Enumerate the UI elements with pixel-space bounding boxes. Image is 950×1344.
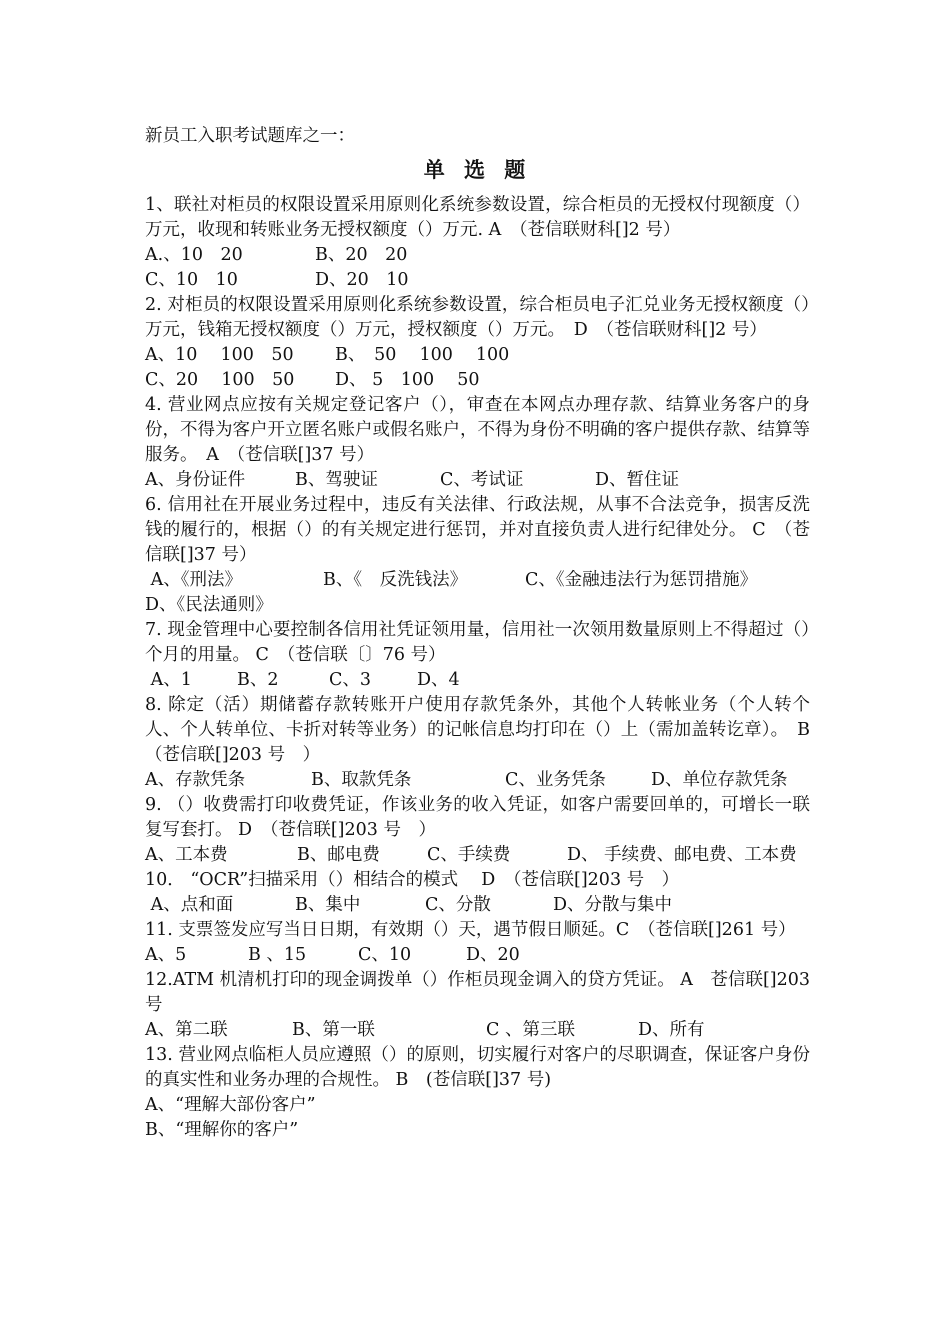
option: C、考试证 [440,470,524,490]
option-list [145,943,810,968]
option-list [145,568,810,618]
question-text: 4. 营业网点应按有关规定登记客户（），审查在本网点办理存款、结算业务客户的身份，不得为客户开立匿名账户或假名账户，不得为身份不明确的客户提供存款、结算等服务。 A （苍信联[]37 号） [145,395,810,465]
question-text: 13. 营业网点临柜人员应遵照（）的原则，切实履行对客户的尽职调查，保证客户身份的真实性和业务办理的合规性。 B (苍信联[]37 号) [145,1045,810,1090]
option: D、 手续费、邮电费、工本费 [567,845,797,865]
option: B、第一联 [292,1020,375,1040]
question-text: 11. 支票签发应写当日日期，有效期（）天，遇节假日顺延。C （苍信联[]261 号） [145,920,796,940]
option: D、分散与集中 [553,895,673,915]
question-text: 2. 对柜员的权限设置采用原则化系统参数设置，综合柜员电子汇兑业务无授权额度（）万元，钱箱无授权额度（）万元，授权额度（）万元。 D （苍信联财科[]2 号） [145,295,810,340]
question-text: 10． “OCR”扫描采用（）相结合的模式 D （苍信联[]203 号 ） [145,870,680,890]
option: D、20 [466,945,520,965]
option: C 、第三联 [486,1020,575,1040]
option: B、取款凭条 [311,770,412,790]
option: C、3 [329,670,372,690]
option: B、“理解你的客户” [145,1120,299,1140]
option: A、10 100 50 [145,345,294,365]
option: D、《民法通则》 [145,595,273,615]
option-list [145,843,810,868]
option: B、20 20 [315,245,408,265]
option: D、所有 [638,1020,705,1040]
option: C、10 [358,945,412,965]
option: D、4 [417,670,460,690]
option: A、身份证件 [145,470,246,490]
option: D、暂住证 [595,470,680,490]
question-text: 1、联社对柜员的权限设置采用原则化系统参数设置，综合柜员的无授权付现额度（）万元，收现和转账业务无授权额度（）万元. A （苍信联财科[]2 号） [145,195,810,240]
option: B 、15 [248,945,307,965]
option: D、单位存款凭条 [651,770,788,790]
option: A、点和面 [145,895,234,915]
question-text: 12.ATM 机清机打印的现金调拨单（）作柜员现金调入的贷方凭证。 A 苍信联[]203 号 [145,970,810,1015]
option: C、10 10 [145,270,238,290]
option-list [145,1093,810,1143]
option: A、第二联 [145,1020,228,1040]
option-list [145,768,810,793]
option: C、《金融违法行为惩罚措施》 [525,570,758,590]
option: B、《 反洗钱法》 [323,570,468,590]
option-list [145,243,810,293]
section-title: 单 选 题 [423,157,532,182]
option: A、“理解大部份客户” [145,1095,316,1115]
question-text: 6. 信用社在开展业务过程中，违反有关法律、行政法规，从事不合法竞争，损害反洗钱的履行的，根据（）的有关规定进行惩罚，并对直接负责人进行纪律处分。 C （苍信联[]37 号） [145,495,810,565]
question-text: 9. （）收费需打印收费凭证，作该业务的收入凭证，如客户需要回单的，可增长一联复写套打。 D （苍信联[]203 号 ） [145,795,810,840]
option: D、 5 100 50 [335,370,480,390]
option: A、1 [145,670,192,690]
option-list [145,893,810,918]
option: B、邮电费 [297,845,380,865]
option: A、《刑法》 [145,570,242,590]
option-list [145,668,810,693]
question-text: 8. 除定（活）期储蓄存款转账开户使用存款凭条外，其他个人转帐业务（个人转个人、个人转单位、卡折对转等业务）的记帐信息均打印在（）上（需加盖转讫章）。 B （苍信联[]203 号 ） [145,695,810,765]
option: A、存款凭条 [145,770,246,790]
question-text: 7. 现金管理中心要控制各信用社凭证领用量，信用社一次领用数量原则上不得超过（）个月的用量。 C （苍信联〔〕76 号） [145,620,810,665]
option: D、20 10 [315,270,409,290]
document-page [145,124,810,1143]
document-intro: 新员工入职考试题库之一： [145,126,355,146]
option: A、工本费 [145,845,228,865]
option: B、驾驶证 [295,470,378,490]
option: A.、10 20 [145,245,243,265]
option: B、集中 [295,895,361,915]
option-list [145,468,810,493]
option-list [145,343,810,393]
option: B、2 [237,670,279,690]
option-list [145,1018,810,1043]
option: B、 50 100 100 [335,345,510,365]
option: C、手续费 [427,845,511,865]
option: C、业务凭条 [505,770,606,790]
option: C、20 100 50 [145,370,295,390]
option: A、5 [145,945,187,965]
option: C、分散 [425,895,491,915]
